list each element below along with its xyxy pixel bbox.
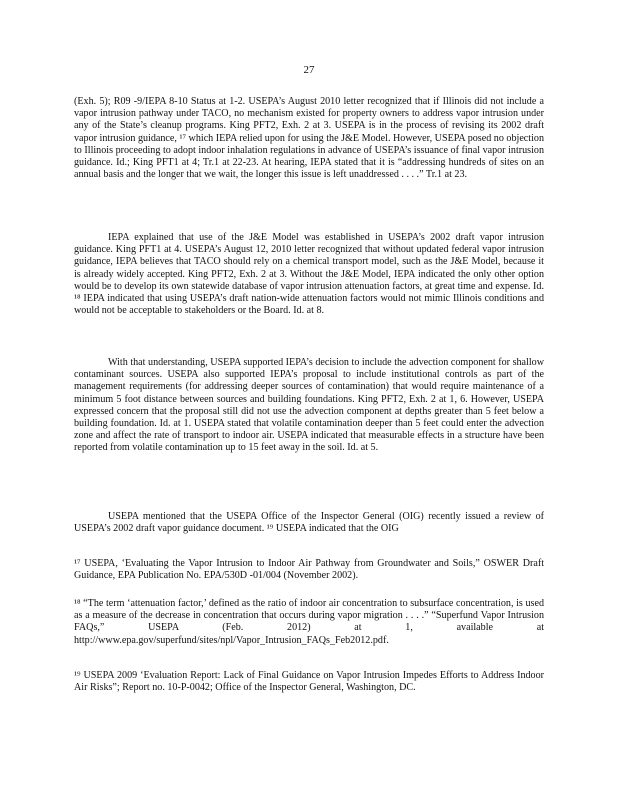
page-number: 27 bbox=[303, 64, 315, 76]
footnote-18 bbox=[74, 598, 544, 647]
footnote-text: ¹⁸ “The term ‘attenuation factor,’ defined as the ratio of indoor air concentration to subsurface concentration, is used as a measure of the decrease in concentration that occurs during vapor migration . . . .” “Superfund Vapor Intrusion FAQs,” USEPA (Feb. 2012) at 1, available at http://www.epa.gov/superfund/sites/npl/Vapor_Intrusion_FAQs_Feb2012.pdf. bbox=[74, 598, 544, 646]
paragraph-text: IEPA explained that use of the J&E Model was established in USEPA’s 2002 draft vapor intrusion guidance. King PFT1 at 4. USEPA’s August 12, 2010 letter recognized that without updated federal vapor intrusion guidance, IEPA believes that TACO should rely on a chemical transport model, such as the J&E Model, because it is already widely accepted. King PFT2, Exh. 2 at 3. Without the J&E Model, IEPA indicated the only other option would be to develop its own statewide database of vapor intrusion attenuation factors, at great time and expense. Id. ¹⁸ IEPA indicated that using USEPA’s draft nation-wide attenuation factors would not mimic Illinois conditions and would not be acceptable to stakeholders or the Board. Id. at 8. bbox=[74, 232, 544, 317]
paragraph-text: USEPA mentioned that the USEPA Office of the Inspector General (OIG) recently issued a review of USEPA’s 2002 draft vapor guidance document. ¹⁹ USEPA indicated that the OIG bbox=[74, 511, 544, 535]
footnote-text: ¹⁹ USEPA 2009 ‘Evaluation Report: Lack of Final Guidance on Vapor Intrusion Impedes Efforts to Address Indoor Air Risks”; Report no. 10-P-0042; Office of the Inspector General, Washington, DC. bbox=[74, 670, 544, 694]
footnote-17 bbox=[74, 558, 544, 582]
paragraph-text: With that understanding, USEPA supported IEPA’s decision to include the advection component for shallow contaminant sources. USEPA also supported IEPA’s proposal to include institutional controls as part of the management requirements (for addressing deeper sources of contamination) that would require maintenance of a minimum 5 foot distance between sources and building foundations. King PFT2, Exh. 2 at 1, 6. However, USEPA expressed concern that the proposal still did not use the advection component at depths greater than 5 feet below a building foundation. Id. at 1. USEPA stated that volatile contamination deeper than 5 feet could enter the advection zone and affect the rate of transport to indoor air. USEPA indicated that measurable effects in a structure have been reported from volatile contamination up to 15 feet away in the soil. Id. at 5. bbox=[74, 357, 544, 454]
body-paragraph-4 bbox=[74, 511, 544, 535]
footnote-19 bbox=[74, 670, 544, 694]
body-paragraph-2 bbox=[74, 232, 544, 317]
body-paragraph-3 bbox=[74, 357, 544, 455]
paragraph-text: (Exh. 5); R09 -9/IEPA 8-10 Status at 1-2. USEPA’s August 2010 letter recognized that if Illinois did not include a vapor intrusion pathway under TACO, no mechanism existed for property owners to address vapor intrusion under any of the State’s cleanup programs. King PFT2, Exh. 2 at 3. USEPA is in the process of revising its 2002 draft vapor intrusion guidance, ¹⁷ which IEPA relied upon for using the J&E Model. However, USEPA posed no objection to Illinois proceeding to adopt indoor inhalation regulations in advance of USEPA’s issuance of final vapor intrusion guidance. Id.; King PFT1 at 4; Tr.1 at 22-23. At hearing, IEPA stated that it is “addressing hundreds of sites on an annual basis and the longer that we wait, the longer this issue is left unaddressed . . . .” Tr.1 at 23. bbox=[74, 96, 544, 181]
body-paragraph-1 bbox=[74, 96, 544, 181]
footnote-text: ¹⁷ USEPA, ‘Evaluating the Vapor Intrusion to Indoor Air Pathway from Groundwater and Soils,” OSWER Draft Guidance, EPA Publication No. EPA/530D -01/004 (November 2002). bbox=[74, 558, 544, 582]
